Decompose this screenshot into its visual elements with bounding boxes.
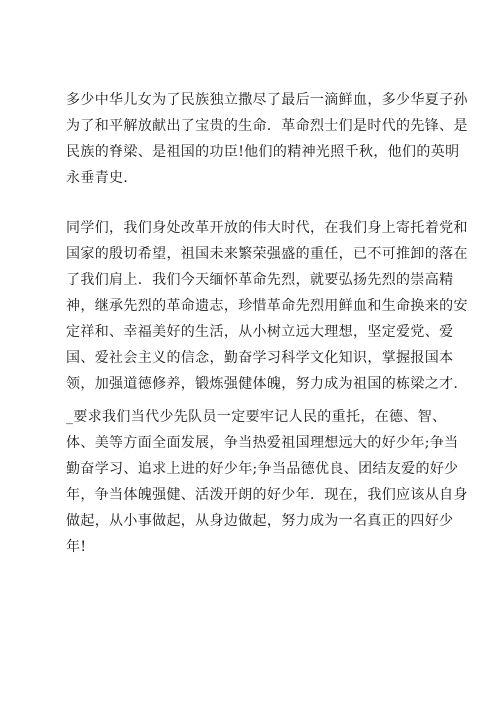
paragraph-1	[66, 87, 468, 191]
text-line: 年，争当体魄强健、活泼开朗的好少年．现在，我们应该从自身	[66, 487, 468, 503]
text-line: 年!	[66, 539, 87, 555]
text-line: 做起，从小事做起，从身边做起，努力成为一名真正的四好少	[66, 513, 454, 529]
text-line: 为了和平解放献出了宝贵的生命．革命烈士们是时代的先锋、是	[66, 118, 468, 134]
text-line: 勤奋学习、追求上进的好少年;争当品德优良、团结友爱的好少	[66, 461, 459, 477]
text-line: 体、美等方面全面发展，争当热爱祖国理想远大的好少年;争当	[66, 435, 459, 451]
text-line: 领，加强道德修养，锻炼强健体魄，努力成为祖国的栋梁之才．	[66, 376, 468, 392]
text-line: 国家的殷切希望，祖国未来繁荣强盛的重任，已不可推卸的落在	[66, 246, 468, 262]
text-line: 多少中华儿女为了民族独立撒尽了最后一滴鲜血，多少华夏子孙	[66, 92, 468, 108]
paragraph-3	[66, 404, 468, 560]
text-line: 同学们，我们身处改革开放的伟大时代，在我们身上寄托着党和	[66, 220, 468, 236]
text-line: 永垂青史．	[66, 170, 138, 186]
paragraph-2	[66, 215, 468, 397]
text-line: 国、爱社会主义的信念，勤奋学习科学文化知识，掌握报国本	[66, 350, 454, 366]
text-line: 神，继承先烈的革命遗志，珍惜革命先烈用鲜血和生命换来的安	[66, 298, 468, 314]
text-line: 民族的脊梁、是祖国的功臣!他们的精神光照千秋，他们的英明	[66, 144, 460, 160]
text-line: _要求我们当代少先队员一定要牢记人民的重托，在德、智、	[66, 409, 447, 425]
text-line: 定祥和、幸福美好的生活，从小树立远大理想，坚定爱党、爱	[66, 324, 454, 340]
text-line: 了我们肩上．我们今天缅怀革命先烈，就要弘扬先烈的崇高精	[66, 272, 454, 288]
